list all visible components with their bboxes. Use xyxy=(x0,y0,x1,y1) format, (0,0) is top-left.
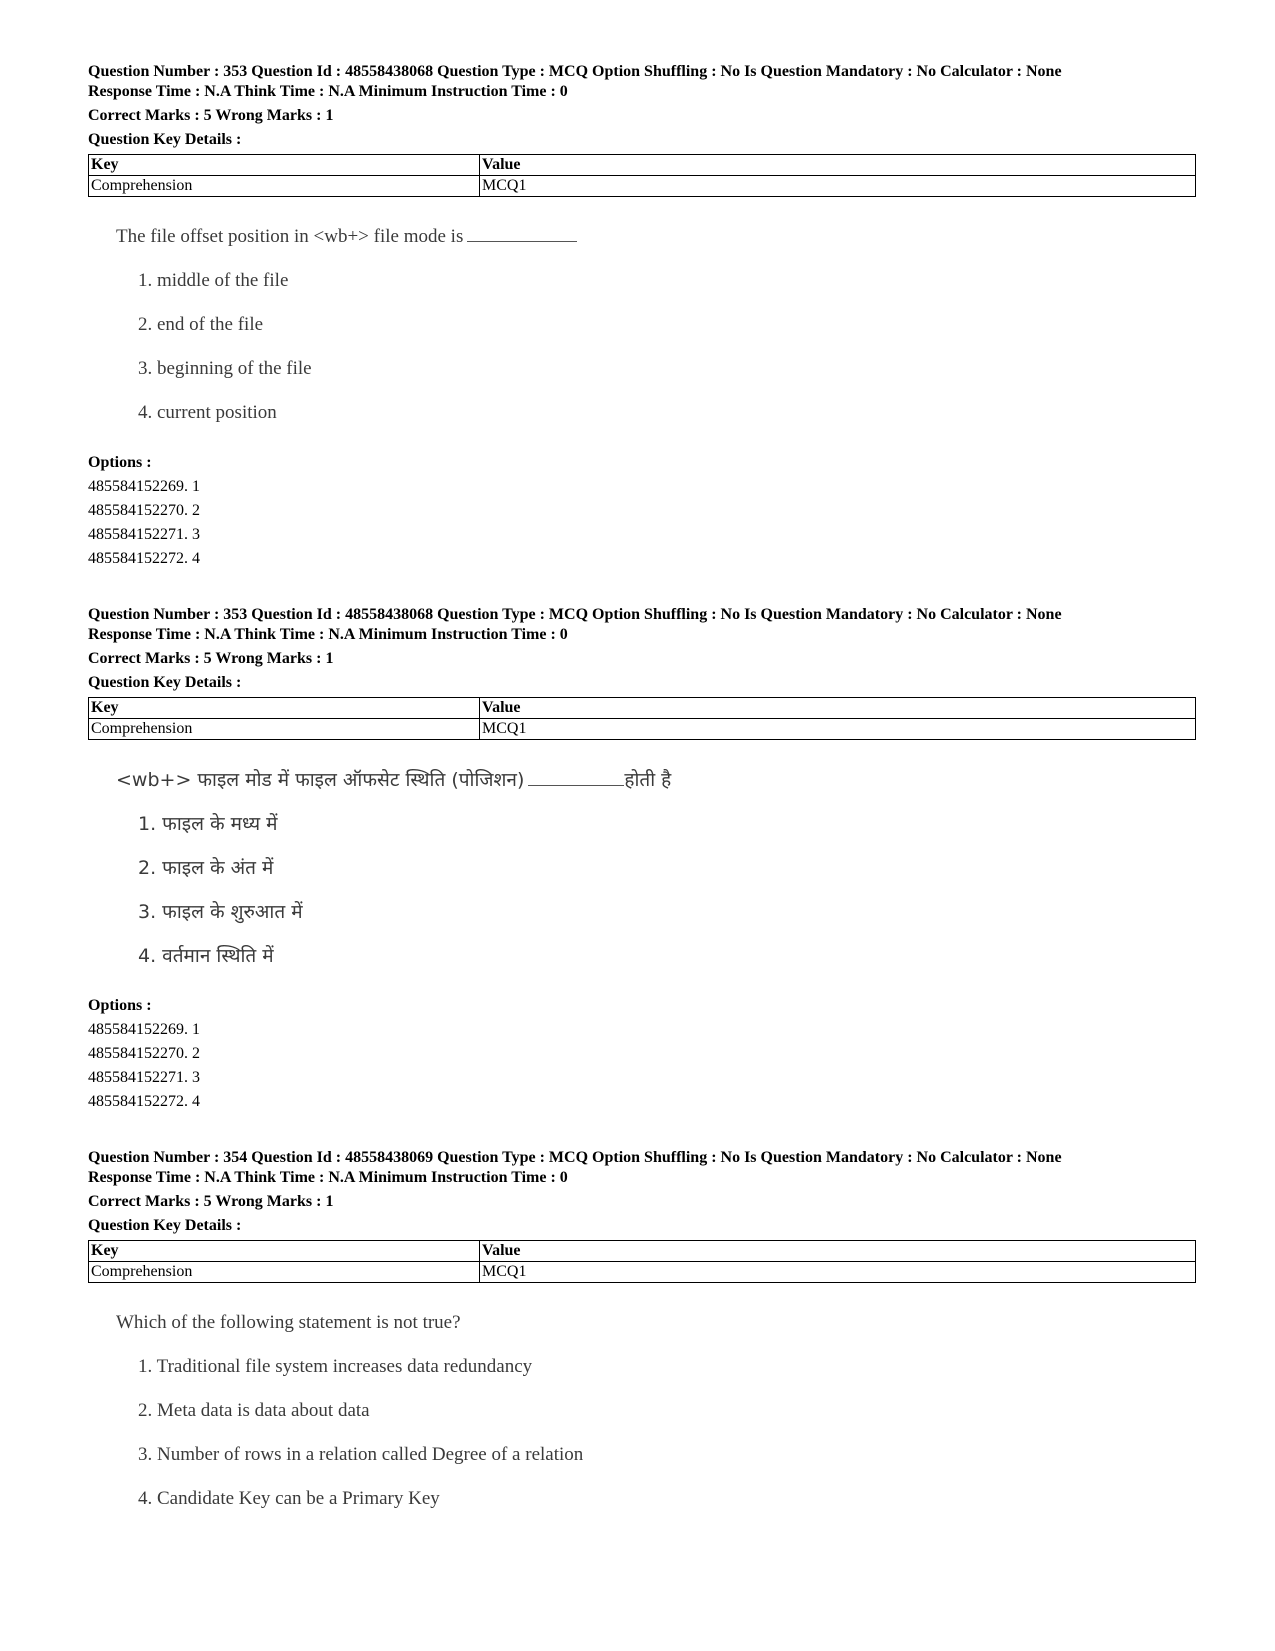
choice-item: 3. Number of rows in a relation called Degree of a relation xyxy=(138,1444,584,1465)
key-details-table xyxy=(88,154,1196,197)
question-stem xyxy=(116,1311,1196,1335)
choice-item: 3. फाइल के शुरुआत में xyxy=(138,901,303,923)
question-meta xyxy=(88,1148,1196,1236)
key-details-label: Question Key Details : xyxy=(88,1217,242,1234)
key-details-label: Question Key Details : xyxy=(88,131,242,148)
timing-line: Response Time : N.A Think Time : N.A Minimum Instruction Time : 0 xyxy=(88,83,568,100)
timing-line: Response Time : N.A Think Time : N.A Minimum Instruction Time : 0 xyxy=(88,1169,568,1186)
option-item: 485584152269. 1 xyxy=(88,478,200,495)
choice-list xyxy=(116,269,1196,425)
table-row xyxy=(89,719,1196,740)
table-cell-value: MCQ1 xyxy=(480,719,1196,740)
document-page xyxy=(88,62,1196,1511)
marks-line: Correct Marks : 5 Wrong Marks : 1 xyxy=(88,650,334,667)
table-cell-key: Comprehension xyxy=(89,719,480,740)
question-stem-text: The file offset position in <wb+> file mode is xyxy=(116,226,464,247)
table-header-value: Value xyxy=(480,1241,1196,1262)
question-stem xyxy=(116,768,1196,792)
choice-item: 2. Meta data is data about data xyxy=(138,1400,370,1421)
timing-line: Response Time : N.A Think Time : N.A Minimum Instruction Time : 0 xyxy=(88,626,568,643)
choice-list xyxy=(116,812,1196,968)
question-block xyxy=(88,1148,1196,1511)
marks-line: Correct Marks : 5 Wrong Marks : 1 xyxy=(88,1193,334,1210)
key-details-table xyxy=(88,1240,1196,1283)
option-item: 485584152272. 4 xyxy=(88,550,200,567)
table-row xyxy=(89,1262,1196,1283)
question-meta-line: Question Number : 353 Question Id : 48558438068 Question Type : MCQ Option Shuffling : No Is Question Mandatory : No Calculator : None xyxy=(88,606,1062,623)
option-item: 485584152270. 2 xyxy=(88,502,200,519)
question-stem-suffix: होती है xyxy=(624,769,672,791)
table-cell-value: MCQ1 xyxy=(480,1262,1196,1283)
choice-item: 1. Traditional file system increases data redundancy xyxy=(138,1356,533,1377)
option-item: 485584152270. 2 xyxy=(88,1045,200,1062)
question-stem-text: <wb+> फाइल मोड में फाइल ऑफसेट स्थिति (पोजिशन) xyxy=(116,769,525,791)
question-meta xyxy=(88,605,1196,693)
table-header-value: Value xyxy=(480,698,1196,719)
table-header-value: Value xyxy=(480,155,1196,176)
fill-blank xyxy=(528,769,624,786)
question-meta xyxy=(88,62,1196,150)
question-block xyxy=(88,62,1196,571)
table-header-row xyxy=(89,155,1196,176)
choice-item: 2. फाइल के अंत में xyxy=(138,857,274,879)
choice-item: 4. current position xyxy=(138,402,277,423)
choice-item: 3. beginning of the file xyxy=(138,358,312,379)
question-image xyxy=(88,768,1196,968)
options-label: Options : xyxy=(88,454,152,471)
choice-item: 1. middle of the file xyxy=(138,270,289,291)
question-meta-line: Question Number : 354 Question Id : 48558438069 Question Type : MCQ Option Shuffling : No Is Question Mandatory : No Calculator : None xyxy=(88,1149,1062,1166)
marks-line: Correct Marks : 5 Wrong Marks : 1 xyxy=(88,107,334,124)
question-image xyxy=(88,1311,1196,1511)
choice-item: 2. end of the file xyxy=(138,314,264,335)
table-cell-value: MCQ1 xyxy=(480,176,1196,197)
question-block xyxy=(88,605,1196,1114)
table-header-row xyxy=(89,1241,1196,1262)
question-stem-text: Which of the following statement is not true? xyxy=(116,1312,461,1333)
option-item: 485584152271. 3 xyxy=(88,526,200,543)
options-list xyxy=(88,451,1196,571)
table-cell-key: Comprehension xyxy=(89,176,480,197)
key-details-table xyxy=(88,697,1196,740)
table-row xyxy=(89,176,1196,197)
table-cell-key: Comprehension xyxy=(89,1262,480,1283)
table-header-key: Key xyxy=(89,698,480,719)
question-meta-line: Question Number : 353 Question Id : 48558438068 Question Type : MCQ Option Shuffling : No Is Question Mandatory : No Calculator : None xyxy=(88,63,1062,80)
choice-item: 4. वर्तमान स्थिति में xyxy=(138,945,274,967)
options-label: Options : xyxy=(88,997,152,1014)
question-image xyxy=(88,225,1196,425)
choice-item: 1. फाइल के मध्य में xyxy=(138,813,278,835)
key-details-label: Question Key Details : xyxy=(88,674,242,691)
table-header-row xyxy=(89,698,1196,719)
question-stem xyxy=(116,225,1196,249)
table-header-key: Key xyxy=(89,1241,480,1262)
option-item: 485584152272. 4 xyxy=(88,1093,200,1110)
option-item: 485584152269. 1 xyxy=(88,1021,200,1038)
table-header-key: Key xyxy=(89,155,480,176)
fill-blank xyxy=(467,225,577,242)
choice-item: 4. Candidate Key can be a Primary Key xyxy=(138,1488,440,1509)
option-item: 485584152271. 3 xyxy=(88,1069,200,1086)
choice-list xyxy=(116,1355,1196,1511)
options-list xyxy=(88,994,1196,1114)
